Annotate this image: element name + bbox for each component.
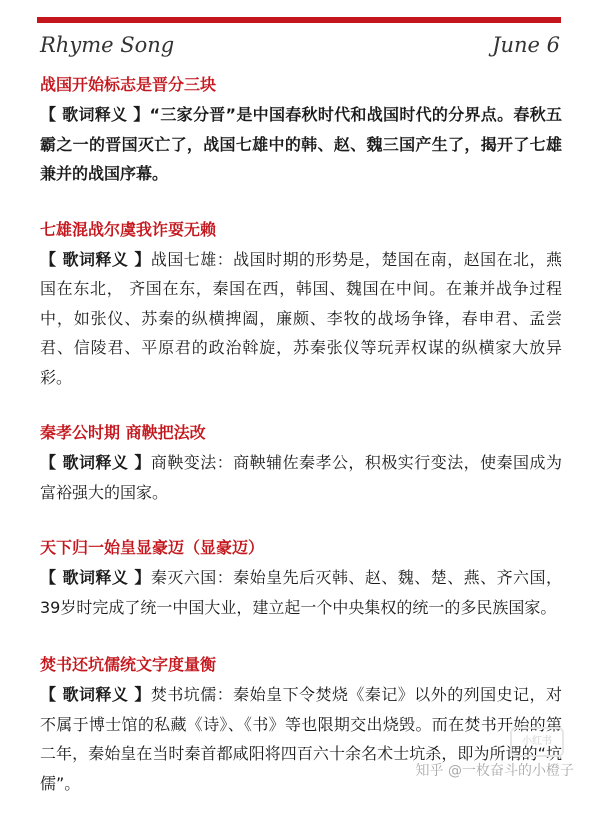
- explanation-text: 秦灭六国：秦始皇先后灭韩、赵、魏、楚、燕、齐六国，39岁时完成了统一中国大业，建立起一个中央集权的统一的多民族国家。: [40, 568, 562, 617]
- header-date: June 6: [492, 33, 560, 57]
- xiaohongshu-badge: 小红书: [510, 727, 564, 757]
- explanation-text: 商鞅变法：商鞅辅佐秦孝公，积极实行变法，使秦国成为富裕强大的国家。: [40, 453, 562, 502]
- lyric-section: [40, 535, 562, 622]
- header-title: Rhyme Song: [40, 33, 175, 57]
- lyric-explanation: [40, 563, 562, 622]
- lyric-section: [40, 217, 562, 393]
- lyric-explanation: [40, 245, 562, 393]
- lyric-line-title: 焚书还坑儒统文字度量衡: [40, 655, 217, 674]
- lyric-explanation: [40, 448, 562, 507]
- explanation-text: 战国七雄：战国时期的形势是，楚国在南，赵国在北，燕国在东北， 齐国在东，秦国在西，韩国、魏国在中间。在兼并战争过程中，如张仪、苏秦的纵横捭阖，廉颇、李牧的战场争锋，春申君、孟尝君、信陵君、平原君的政治斡旋，苏秦张仪等玩弄权谋的纵横家大放异彩。: [40, 249, 562, 387]
- lyric-line-title: 七雄混战尔虞我诈耍无赖: [40, 219, 217, 239]
- explanation-tag: 【 歌词释义 】: [40, 685, 151, 704]
- lyric-explanation: [40, 100, 562, 189]
- explanation-text: 焚书坑儒：秦始皇下令焚烧《秦记》以外的列国史记，对不属于博士馆的私藏《诗》、《书》等也限期交出烧毁。而在焚书开始的第二年，秦始皇在当时秦首都咸阳将四百六十余名术士坑杀，即为所谓的“坑儒”。: [40, 685, 562, 793]
- zhihu-watermark: 知乎 @一枚奋斗的小橙子: [415, 763, 574, 779]
- lyric-line-title: 秦孝公时期 商鞅把法改: [40, 423, 206, 442]
- explanation-tag: 【 歌词释义 】: [40, 249, 151, 269]
- lyric-line-title: 天下归一始皇显豪迈（显豪迈）: [40, 538, 265, 557]
- lyric-section: [40, 72, 562, 189]
- explanation-text: “三家分晋”是中国春秋时代和战国时代的分界点。春秋五霸之一的晋国灭亡了，战国七雄中的韩、赵、魏三国产生了，揭开了七雄兼并的战国序幕。: [40, 105, 562, 183]
- top-accent-bar: [37, 17, 561, 23]
- explanation-tag: 【 歌词释义 】: [40, 105, 150, 124]
- lyric-line-title: 战国开始标志是晋分三块: [40, 75, 217, 94]
- lyrics-content: [40, 72, 562, 826]
- explanation-tag: 【 歌词释义 】: [40, 453, 151, 472]
- explanation-tag: 【 歌词释义 】: [40, 568, 151, 587]
- page-header: [40, 30, 560, 60]
- lyric-explanation: [40, 680, 562, 798]
- lyric-section: [40, 420, 562, 507]
